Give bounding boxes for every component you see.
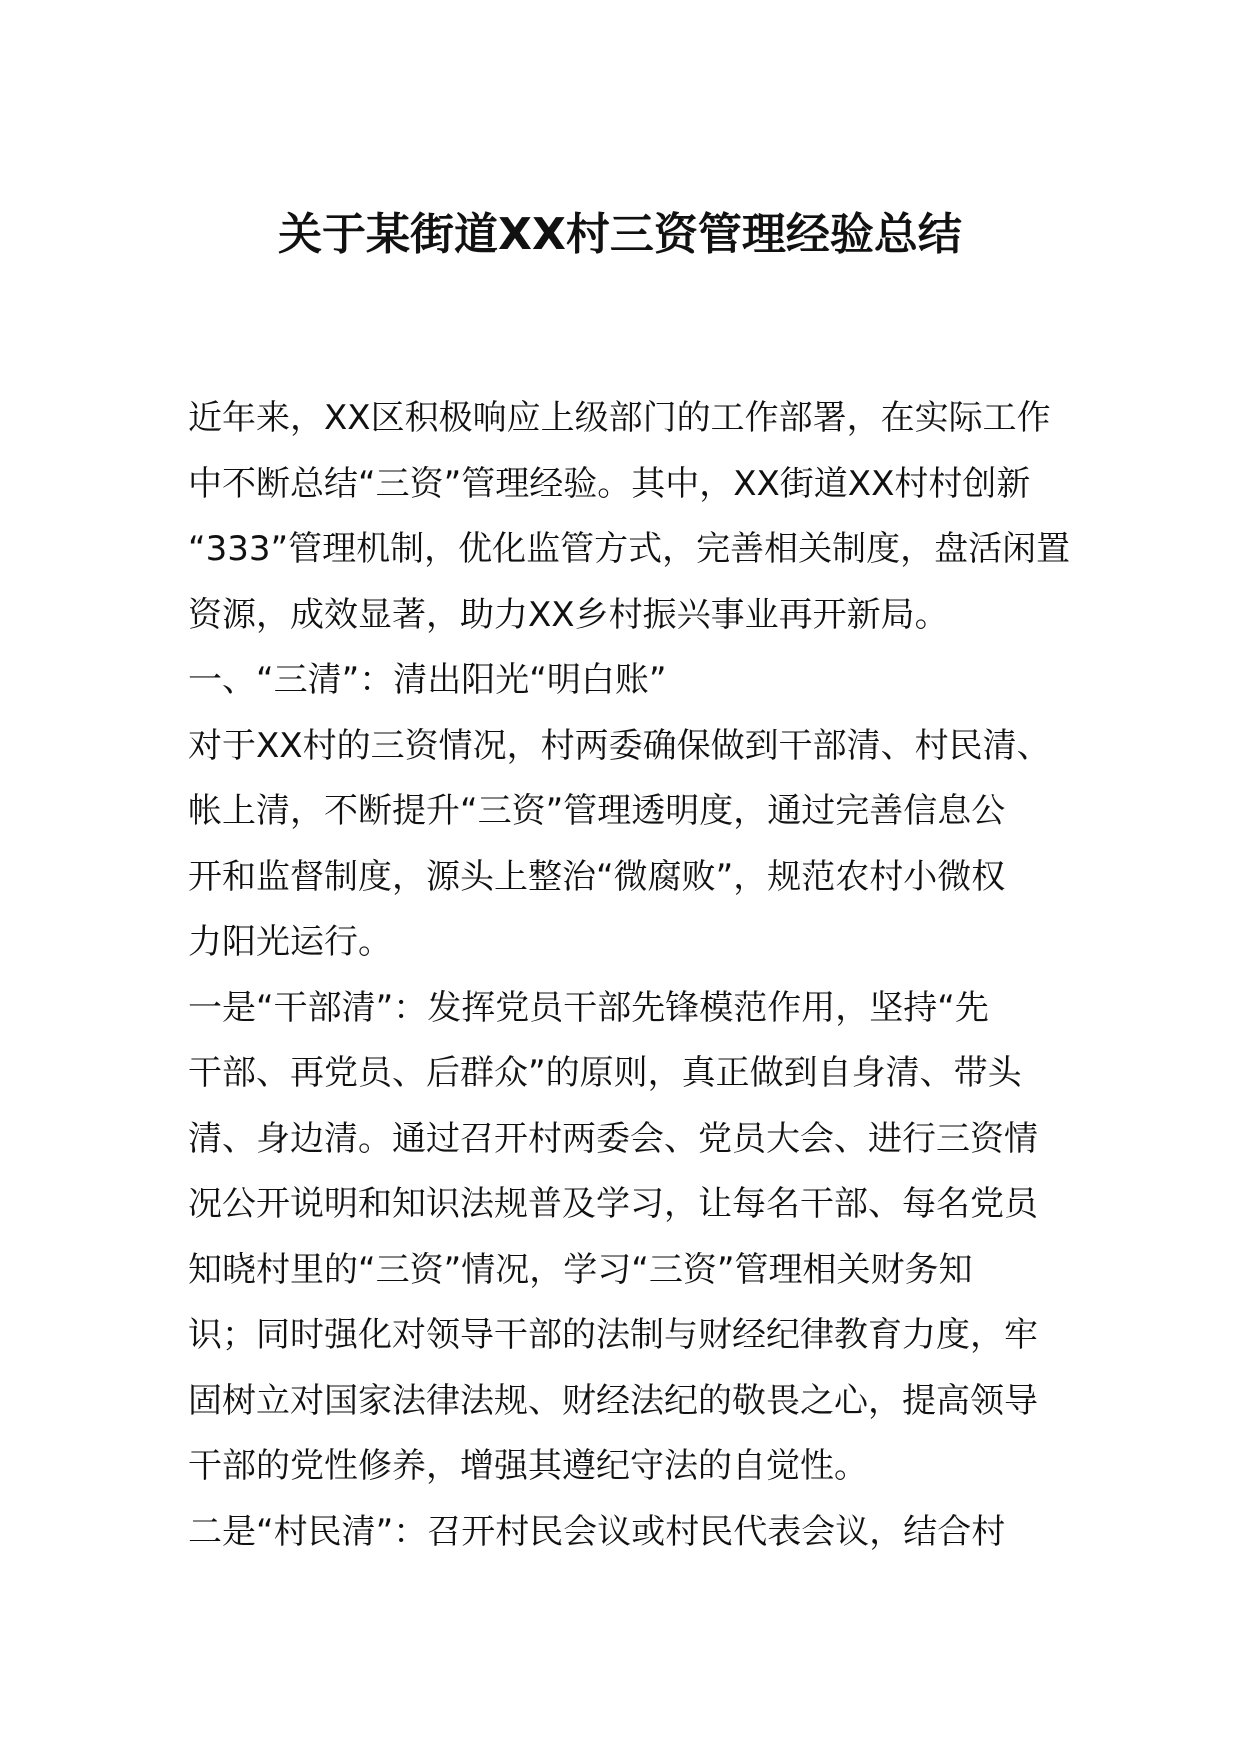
text-line: 况公开说明和知识法规普及学习，让每名干部、每名党员	[188, 1184, 1038, 1224]
text-line: 清、身边清。通过召开村两委会、党员大会、进行三资情	[188, 1118, 1038, 1159]
text-line: 资源，成效显著，助力XX乡村振兴事业再开新局。	[188, 594, 949, 635]
text-line: 开和监督制度，源头上整治“微腐败”，规范农村小微权	[188, 856, 1006, 897]
text-line: 二是“村民清”：召开村民会议或村民代表会议，结合村	[188, 1511, 1006, 1552]
text-line: 对于XX村的三资情况，村两委确保做到干部清、村民清、	[188, 725, 1051, 766]
text-line: 干部、再党员、后群众”的原则，真正做到自身清、带头	[188, 1053, 1022, 1093]
text-line: 识；同时强化对领导干部的法制与财经纪律教育力度，牢	[188, 1315, 1038, 1355]
text-line: 帐上清，不断提升“三资”管理透明度，通过完善信息公	[188, 791, 1006, 831]
text-line: 固树立对国家法律法规、财经法纪的敬畏之心，提高领导	[188, 1380, 1038, 1421]
text-line: 干部的党性修养，增强其遵纪守法的自觉性。	[188, 1446, 868, 1486]
text-line: “333”管理机制，优化监管方式，完善相关制度，盘活闲置	[188, 529, 1071, 569]
document-title: 关于某街道XX村三资管理经验总结	[278, 209, 962, 260]
document-body	[188, 386, 1071, 1565]
text-line: 一是“干部清”：发挥党员干部先锋模范作用，坚持“先	[188, 987, 989, 1028]
section-heading: 一、“三清”：清出阳光“明白账”	[188, 660, 667, 700]
text-line: 知晓村里的“三资”情况，学习“三资”管理相关财务知	[188, 1249, 973, 1290]
text-line: 力阳光运行。	[188, 922, 392, 962]
text-line: 中不断总结“三资”管理经验。其中，XX街道XX村村创新	[188, 463, 1031, 504]
text-line: 近年来，XX区积极响应上级部门的工作部署，在实际工作	[188, 398, 1051, 438]
